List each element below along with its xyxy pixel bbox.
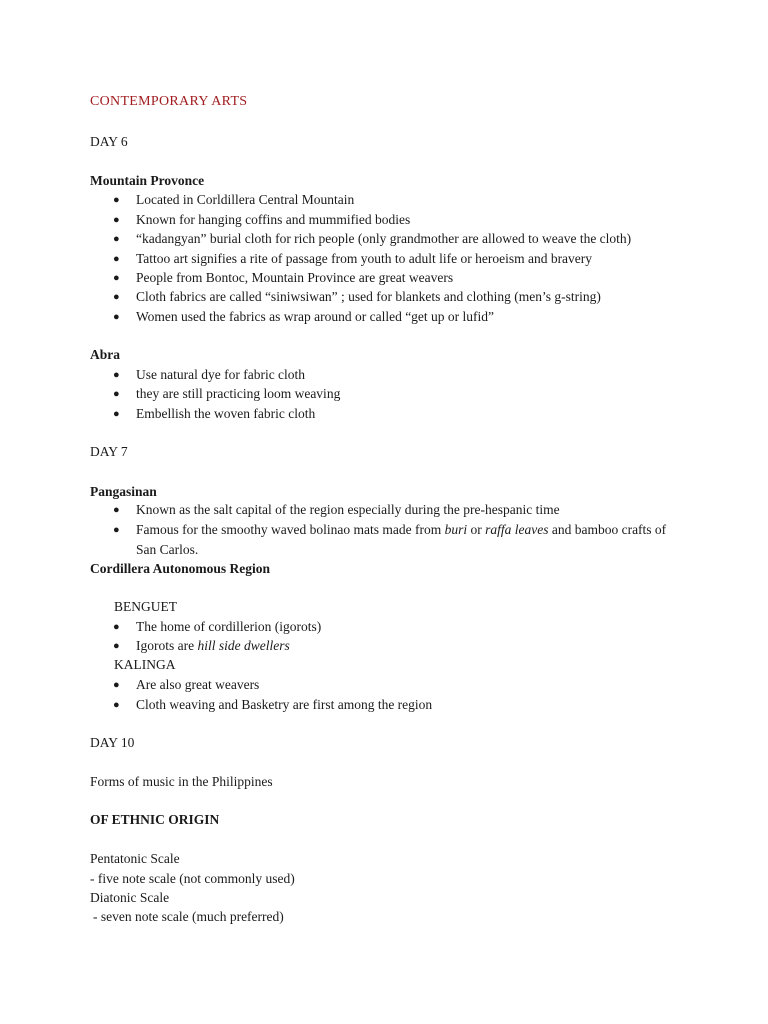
bullet-icon: ● xyxy=(113,311,120,323)
list-item: Cloth fabrics are called “siniwsiwan” ; used for blankets and clothing (men’s g-string) xyxy=(136,289,601,304)
diatonic-label: Diatonic Scale xyxy=(90,890,170,905)
abra-heading: Abra xyxy=(90,347,120,362)
list-item: Known for hanging coffins and mummified bodies xyxy=(136,212,411,227)
bullet-icon: ● xyxy=(113,408,120,420)
day-10-label: DAY 10 xyxy=(90,735,135,750)
bullet-icon: ● xyxy=(113,253,120,265)
car-heading: Cordillera Autonomous Region xyxy=(90,561,271,576)
text-run: Igorots are xyxy=(136,638,198,653)
pangasinan-heading: Pangasinan xyxy=(90,484,157,499)
bullet-icon: ● xyxy=(113,699,120,711)
benguet-heading: BENGUET xyxy=(114,599,177,614)
bullet-icon: ● xyxy=(113,214,120,226)
list-item: Are also great weavers xyxy=(136,677,260,692)
kalinga-heading: KALINGA xyxy=(114,657,176,672)
text-run: Famous for the smoothy waved bolinao mats made from xyxy=(136,522,445,537)
list-item: Women used the fabrics as wrap around or called “get up or lufid” xyxy=(136,309,495,324)
document-title: CONTEMPORARY ARTS xyxy=(90,94,248,109)
list-item-continuation: San Carlos. xyxy=(136,542,199,557)
list-item: they are still practicing loom weaving xyxy=(136,386,341,401)
bullet-icon: ● xyxy=(113,272,120,284)
bullet-icon: ● xyxy=(113,369,120,381)
bullet-icon: ● xyxy=(113,291,120,303)
bullet-icon: ● xyxy=(113,233,120,245)
bullet-icon: ● xyxy=(113,504,120,516)
pentatonic-label: Pentatonic Scale xyxy=(90,851,180,866)
italic-term-buri: buri xyxy=(444,522,468,537)
list-item: Located in Corldillera Central Mountain xyxy=(136,192,355,207)
list-item xyxy=(136,520,666,540)
bullet-icon: ● xyxy=(113,194,120,206)
bullet-icon: ● xyxy=(113,621,120,633)
bullet-icon: ● xyxy=(113,524,120,536)
list-item: Use natural dye for fabric cloth xyxy=(136,367,306,382)
list-item: Known as the salt capital of the region especially during the pre-hespanic time xyxy=(136,502,560,517)
list-item: Cloth weaving and Basketry are first among the region xyxy=(136,697,433,712)
bullet-icon: ● xyxy=(113,679,120,691)
list-item: Tattoo art signifies a rite of passage from youth to adult life or heroeism and bravery xyxy=(136,251,593,266)
bullet-icon: ● xyxy=(113,640,120,652)
bullet-icon: ● xyxy=(113,388,120,400)
list-item: People from Bontoc, Mountain Province are great weavers xyxy=(136,270,454,285)
list-item: “kadangyan” burial cloth for rich people (only grandmother are allowed to weave the cloth) xyxy=(136,231,632,246)
italic-term-raffa: raffa leaves xyxy=(485,522,549,537)
music-intro: Forms of music in the Philippines xyxy=(90,774,273,789)
mountain-province-heading: Mountain Provonce xyxy=(90,173,205,188)
day-7-label: DAY 7 xyxy=(90,444,128,459)
list-item: The home of cordillerion (igorots) xyxy=(136,619,322,634)
italic-term: hill side dwellers xyxy=(197,638,290,653)
day-6-label: DAY 6 xyxy=(90,134,128,149)
ethnic-origin-heading: OF ETHNIC ORIGIN xyxy=(90,812,220,827)
pentatonic-desc: - five note scale (not commonly used) xyxy=(90,871,295,886)
list-item xyxy=(136,636,290,656)
diatonic-desc: - seven note scale (much preferred) xyxy=(93,909,284,924)
list-item: Embellish the woven fabric cloth xyxy=(136,406,316,421)
text-run: and bamboo crafts of xyxy=(548,522,667,537)
text-run: or xyxy=(467,522,486,537)
